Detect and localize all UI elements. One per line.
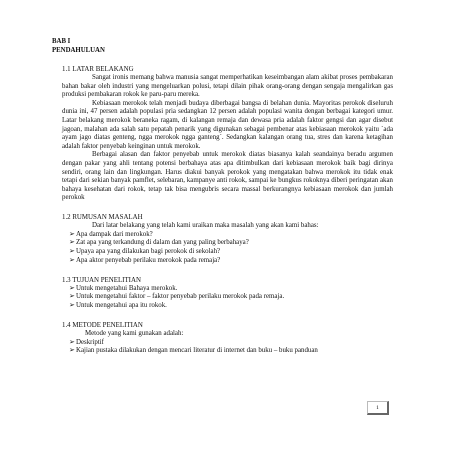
list-item: ➢ Apa dampak dari merokok?: [69, 230, 153, 238]
list-item: ➢ Upaya apa yang dilakukan bagi perokok di sekolah?: [69, 248, 221, 256]
arrow-bullet-icon: ➢: [69, 248, 75, 256]
paragraph: Berbagai alasan dan faktor penyebab untuk merokok diatas biasanya kalah seandainya beradu argumen dengan pakar yang ahli tentang potensi berbahaya atas apa ditimbulkan dari kebiasaan merokok baik bagi dirinya sendiri, orang lain dan lingkungan. Harus diakui banyak perokok yang mengatakan bahwa merokok itu tidak enak tetapi dari sekian banyak pamflet, selebaran, kampanye anti rokok, sampai ke bungkus rokoknya diberi peringatan akan bahaya kesehatan dari rokok, tetap tak bisa mengubris secara massal berkurangnya kebiasaan merokok dan jumlah perokok: [62, 151, 393, 202]
page-number-box: [367, 401, 389, 415]
paragraph: Kebiasaan merokok telah menjadi budaya diberbagai bangsa di belahan dunia. Mayoritas perokok diseluruh dunia ini, 47 persen adalah populasi pria sedangkan 12 persen adalah populasi wanita dengan berbagai kategori umur. Latar belakang merokok beraneka ragam, di kalangan remaja dan dewasa pria adalah faktor gengsi dan agar disebut jagoan, malahan ada salah satu pepatah penarik yang digunakan sebagai pembenar atas kebiasaan merokok yaitu `ada ayam jago diatas genteng, ngga merokok ngga ganteng`. Sedangkan kalangan orang tua, stres dan karena ketagihan adalah faktor penyebab keinginan untuk merokok.: [62, 99, 393, 150]
chapter-number: BAB I: [52, 38, 71, 45]
arrow-bullet-icon: ➢: [69, 338, 75, 346]
page-number: 1: [376, 405, 379, 411]
list-item: ➢ Zat apa yang terkandung di dalam dan yang paling berbahaya?: [69, 239, 249, 247]
bullet-list: [70, 231, 393, 266]
bullet-list: [70, 339, 393, 357]
list-item: ➢ Untuk mengetahui Bahaya merokok.: [69, 284, 178, 292]
section-latar-belakang: [52, 65, 393, 203]
list-item: ➢ Apa aktor penyebab perilaku merokok pada remaja?: [69, 256, 221, 264]
section-tujuan-penelitian: [52, 276, 393, 311]
arrow-bullet-icon: ➢: [69, 256, 75, 264]
list-item: ➢ Untuk mengetahui apa itu rokok.: [69, 302, 167, 310]
section-title: 1.3 TUJUAN PENELITIAN: [62, 276, 141, 284]
list-item: ➢ Deskriptif: [69, 338, 104, 346]
chapter-title: PENDAHULUAN: [52, 47, 105, 54]
paragraph: Sangat ironis memang bahwa manusia sangat memperhatikan keseimbangan alam akibat proses pembakaran bahan bakar oleh industri yang mengeluarkan polusi, tetapi dilain pihak orang-orang dengan sengaja mengalirkan gas produksi pembakaran rokok ke paru-paru mereka.: [62, 74, 393, 99]
arrow-bullet-icon: ➢: [69, 347, 75, 355]
arrow-bullet-icon: ➢: [69, 302, 75, 310]
arrow-bullet-icon: ➢: [69, 239, 75, 247]
section-title: 1.1 LATAR BELAKANG: [62, 66, 134, 73]
section-rumusan-masalah: [52, 213, 393, 266]
section-title: 1.4 METODE PENELITIAN: [62, 322, 143, 330]
list-item: ➢ Kajian pustaka dilakukan dengan mencari literatur di internet dan buku – buku panduan: [69, 347, 318, 355]
bullet-list: [70, 285, 393, 311]
section-metode-penelitian: [52, 321, 393, 356]
paragraph: Metode yang kami gunakan adalah:: [85, 330, 184, 338]
arrow-bullet-icon: ➢: [69, 230, 75, 238]
section-title: 1.2 RUMUSAN MASALAH: [62, 213, 143, 221]
list-item: ➢ Untuk mengetahui faktor – faktor penyebab perilaku merokok pada remaja.: [69, 293, 285, 301]
arrow-bullet-icon: ➢: [69, 284, 75, 292]
arrow-bullet-icon: ➢: [69, 293, 75, 301]
paragraph: Dari latar belakang yang telah kami uraikan maka masalah yang akan kami bahas:: [92, 221, 319, 229]
